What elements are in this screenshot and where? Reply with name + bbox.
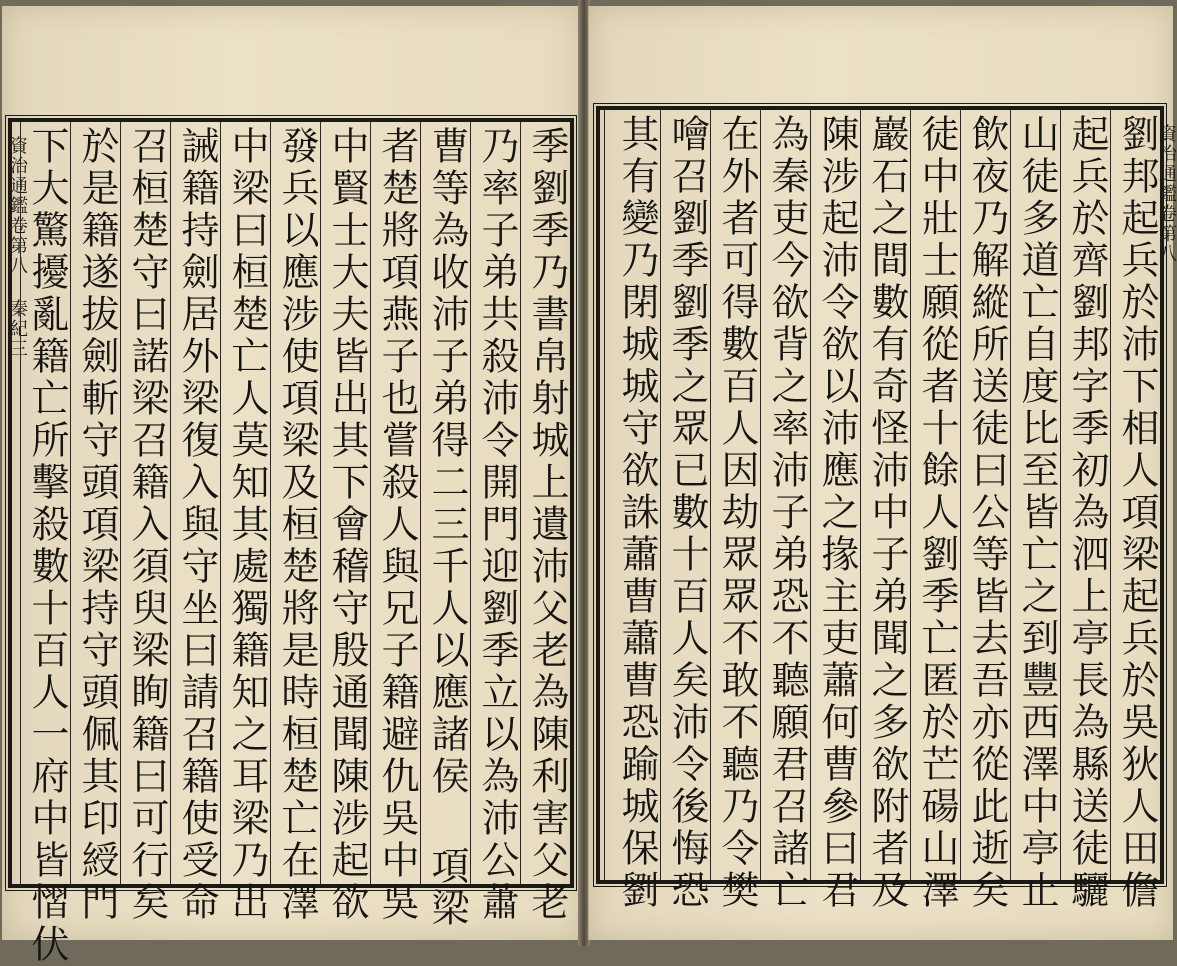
text-column: 徒中壯士願從者十餘人劉季亡匿於芒碭山澤 [910, 110, 960, 880]
text-column: 劉邦起兵於沛下相人項梁起兵於吳狄人田儋 [1110, 110, 1160, 880]
text-column: 其有變乃閉城城守欲誅蕭曹蕭曹恐踰城保劉 [604, 110, 660, 880]
text-column: 為秦吏今欲背之率沛子弟恐不聽願君召諸亡 [760, 110, 810, 880]
text-column: 中賢士大夫皆出其下會稽守殷通聞陳涉起欲 [320, 122, 370, 884]
text-column: 召桓楚守曰諾梁召籍入須臾梁眴籍曰可行矣 [120, 122, 170, 884]
text-column: 乃率子弟共殺沛令開門迎劉季立以為沛公蕭 [470, 122, 520, 884]
text-column: 於是籍遂拔劍斬守頭項梁持守頭佩其印綬門 [70, 122, 120, 884]
text-column: 在外者可得數百人因劫眾眾不敢不聽乃令樊 [710, 110, 760, 880]
left-text-block [8, 118, 574, 966]
text-column: 下大驚擾亂籍亡所擊殺數十百人一府中皆慴伏 [20, 122, 70, 884]
text-column: 飲夜乃解縱所送徒曰公等皆去吾亦從此逝矣 [960, 110, 1010, 880]
text-column: 山徒多道亡自度比至皆亡之到豐西澤中亭止 [1010, 110, 1060, 880]
text-column: 者楚將項燕子也嘗殺人與兄子籍避仇吳中吳 [370, 122, 420, 884]
text-column: 中梁曰桓楚亡人莫知其處獨籍知之耳梁乃出 [220, 122, 270, 884]
text-column: 發兵以應涉使項梁及桓楚將是時桓楚亡在澤 [270, 122, 320, 884]
right-text-block [596, 106, 1164, 912]
left-page-margin-note: 資治通鑑卷第八 秦紀三 [7, 136, 28, 359]
text-column: 陳涉起沛令欲以沛應之掾主吏蕭何曹參曰君 [810, 110, 860, 880]
text-column: 曹等為收沛子弟得二三千人以應諸侯 項梁 [420, 122, 470, 884]
text-column: 巖石之間數有奇怪沛中子弟聞之多欲附者及 [860, 110, 910, 880]
right-page-margin-note: 資治通鑑卷第八 [1156, 124, 1177, 264]
text-column: 噲召劉季劉季之眾已數十百人矣沛令後悔恐 [660, 110, 710, 880]
text-column: 起兵於齊劉邦字季初為泗上亭長為縣送徒驪 [1060, 110, 1110, 880]
text-column: 季劉季乃書帛射城上遺沛父老為陳利害父老 [520, 122, 570, 884]
text-column: 誡籍持劍居外梁復入與守坐曰請召籍使受命 [170, 122, 220, 884]
